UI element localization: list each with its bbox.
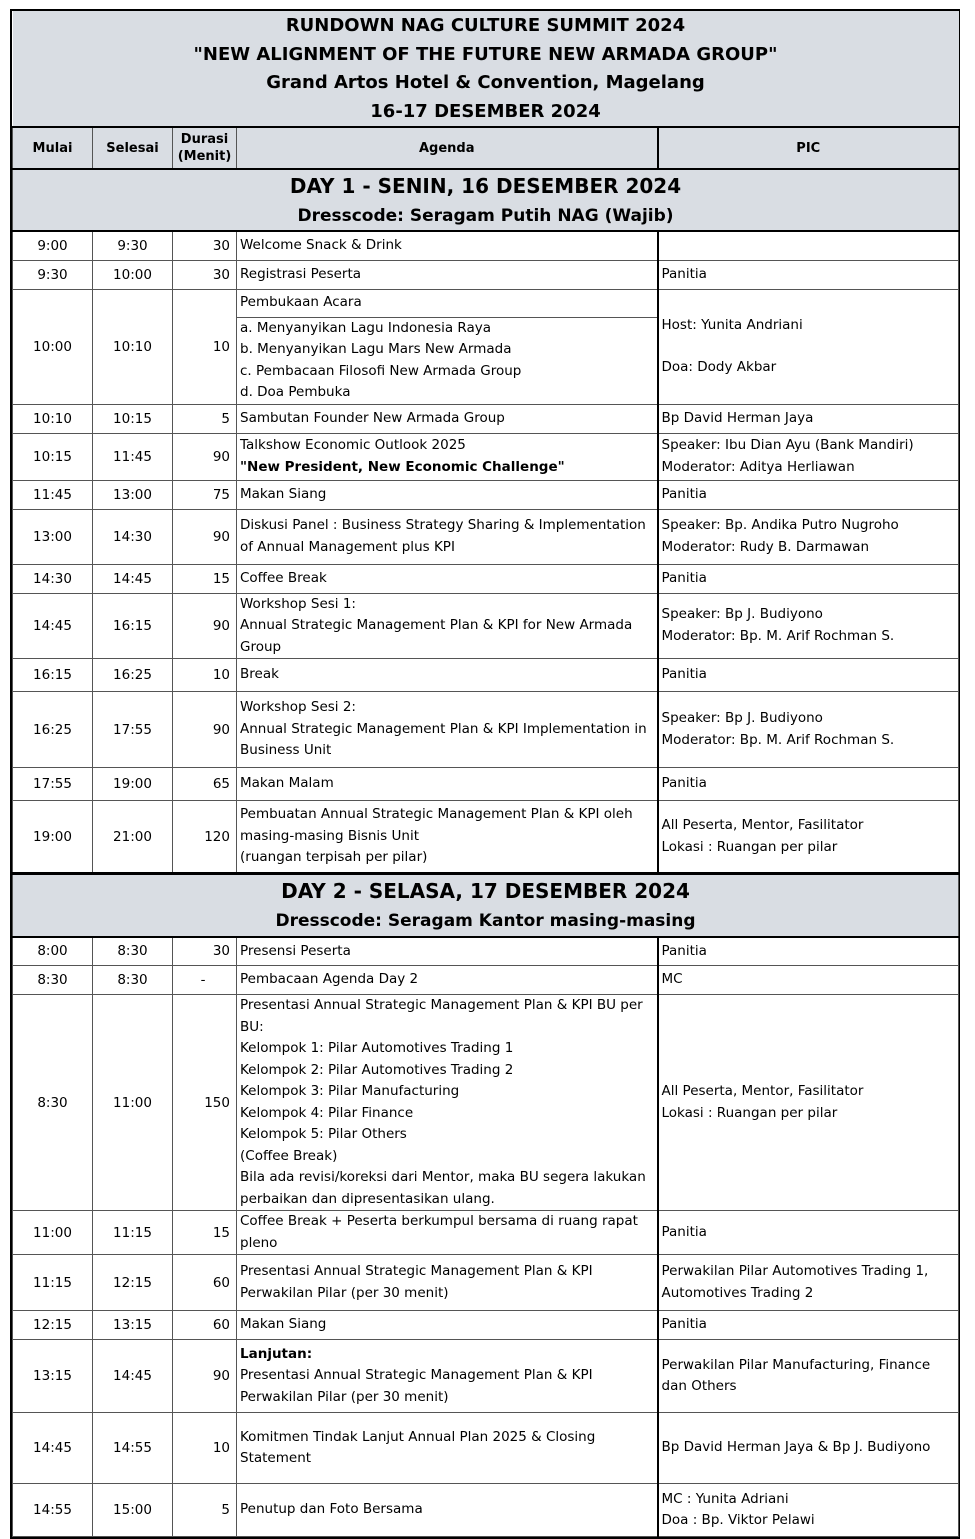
cell-pic: Bp David Herman Jaya & Bp J. Budiyono	[658, 1413, 959, 1484]
cell-mulai: 10:00	[13, 289, 93, 404]
pic-location: Lokasi : Ruangan per pilar	[661, 838, 838, 855]
cell-agenda	[237, 692, 658, 768]
cell-durasi: 10	[173, 289, 237, 404]
event-theme: "NEW ALIGNMENT OF THE FUTURE NEW ARMADA GROUP"	[193, 43, 778, 65]
agenda-line: Talkshow Economic Outlook 2025	[240, 437, 466, 453]
agenda-line: Kelompok 3: Pilar Manufacturing	[240, 1083, 460, 1099]
column-header-row	[13, 127, 959, 169]
cell-durasi: 90	[173, 509, 237, 564]
day2-dresscode: Dresscode: Seragam Kantor masing-masing	[275, 910, 696, 931]
agenda-line: Statement	[240, 1450, 312, 1466]
agenda-item: d. Doa Pembuka	[240, 384, 351, 400]
cell-durasi: 90	[173, 593, 237, 659]
cell-durasi: 60	[173, 1311, 237, 1340]
col-selesai: Selesai	[93, 127, 173, 169]
cell-mulai: 8:30	[13, 966, 93, 995]
cell-durasi: 5	[173, 404, 237, 433]
cell-mulai: 10:10	[13, 404, 93, 433]
cell-mulai: 14:45	[13, 593, 93, 659]
day1-title: DAY 1 - SENIN, 16 DESEMBER 2024	[289, 173, 682, 198]
cell-durasi: 120	[173, 801, 237, 874]
agenda-line: Business Unit	[240, 742, 332, 759]
cell-agenda	[237, 1340, 658, 1413]
cell-pic	[658, 1340, 959, 1413]
cell-mulai: 16:25	[13, 692, 93, 768]
cell-mulai: 11:15	[13, 1255, 93, 1311]
table-row	[13, 231, 959, 260]
cell-selesai: 14:45	[93, 1340, 173, 1413]
cell-selesai: 11:45	[93, 433, 173, 480]
agenda-item: b. Menyanyikan Lagu Mars New Armada	[240, 341, 512, 357]
cell-pic	[658, 692, 959, 768]
cell-selesai: 14:30	[93, 509, 173, 564]
table-row	[13, 480, 959, 509]
cell-selesai: 13:00	[93, 480, 173, 509]
table-row	[13, 260, 959, 289]
agenda-line: Annual Strategic Management Plan & KPI Implementation in	[240, 720, 647, 737]
pic-moderator: Moderator: Bp. M. Arif Rochman S.	[661, 731, 895, 748]
table-row	[13, 659, 959, 692]
table-row	[13, 564, 959, 593]
cell-durasi: 15	[173, 564, 237, 593]
day1-dresscode: Dresscode: Seragam Putih NAG (Wajib)	[297, 205, 674, 226]
agenda-line: Presentasi Annual Strategic Management Plan & KPI	[240, 1367, 593, 1384]
agenda-subtitle: "New President, New Economic Challenge"	[240, 458, 565, 475]
pic-speaker: Speaker: Ibu Dian Ayu (Bank Mandiri)	[661, 437, 914, 453]
cell-durasi: 90	[173, 433, 237, 480]
cell-pic: Panitia	[658, 937, 959, 966]
agenda-line: Coffee Break + Peserta berkumpul bersama di ruang rapat	[240, 1213, 638, 1229]
cell-durasi: 30	[173, 260, 237, 289]
cell-mulai: 17:55	[13, 768, 93, 801]
cell-agenda: Coffee Break	[237, 564, 658, 593]
pic-moderator: Moderator: Bp. M. Arif Rochman S.	[661, 627, 895, 644]
table-row	[13, 692, 959, 768]
col-durasi-label: Durasi	[180, 132, 229, 147]
agenda-line: Komitmen Tindak Lanjut Annual Plan 2025 & Closing	[240, 1428, 596, 1445]
cell-selesai: 14:45	[93, 564, 173, 593]
table-row	[13, 509, 959, 564]
cell-mulai: 16:15	[13, 659, 93, 692]
cell-agenda: Makan Siang	[237, 1311, 658, 1340]
day2-header	[13, 874, 959, 937]
cell-pic	[658, 801, 959, 874]
cell-durasi: 65	[173, 768, 237, 801]
cell-mulai: 14:30	[13, 564, 93, 593]
pic-speaker: Speaker: Bp J. Budiyono	[661, 606, 823, 623]
cell-agenda: Presensi Peserta	[237, 937, 658, 966]
pic-location: Lokasi : Ruangan per pilar	[661, 1104, 838, 1121]
event-venue: Grand Artos Hotel & Convention, Magelang	[266, 72, 705, 93]
cell-durasi: 90	[173, 692, 237, 768]
cell-agenda	[237, 509, 658, 564]
cell-selesai: 13:15	[93, 1311, 173, 1340]
cell-selesai: 15:00	[93, 1484, 173, 1537]
table-row	[13, 433, 959, 480]
cell-durasi: 30	[173, 231, 237, 260]
table-row	[13, 966, 959, 995]
agenda-line: (ruangan terpisah per pilar)	[240, 849, 428, 866]
cell-selesai: 10:10	[93, 289, 173, 404]
agenda-line: Presentasi Annual Strategic Management Plan & KPI	[240, 1263, 593, 1279]
table-row	[13, 289, 959, 317]
pic-line: All Peserta, Mentor, Fasilitator	[661, 1083, 864, 1099]
cell-pic	[658, 995, 959, 1211]
cell-pic	[658, 593, 959, 659]
cell-pic: MC	[658, 966, 959, 995]
agenda-line: (Coffee Break)	[240, 1147, 338, 1164]
table-row	[13, 937, 959, 966]
cell-agenda	[237, 801, 658, 874]
agenda-line: Kelompok 4: Pilar Finance	[240, 1104, 414, 1121]
agenda-line: Perwakilan Pilar (per 30 menit)	[240, 1284, 449, 1301]
cell-agenda	[237, 1211, 658, 1255]
table-row	[13, 1255, 959, 1311]
cell-selesai: 8:30	[93, 937, 173, 966]
cell-mulai: 8:30	[13, 995, 93, 1211]
cell-mulai: 19:00	[13, 801, 93, 874]
agenda-line: Presentasi Annual Strategic Management Plan & KPI BU per	[240, 997, 643, 1013]
cell-agenda	[237, 1413, 658, 1484]
cell-pic	[658, 231, 959, 260]
agenda-item: c. Pembacaan Filosofi New Armada Group	[240, 362, 522, 379]
cell-selesai: 11:00	[93, 995, 173, 1211]
cell-durasi: 15	[173, 1211, 237, 1255]
cell-agenda	[237, 593, 658, 659]
cell-durasi: 75	[173, 480, 237, 509]
cell-pic: Panitia	[658, 480, 959, 509]
cell-agenda: Pembukaan Acara	[237, 289, 658, 317]
cell-selesai: 9:30	[93, 231, 173, 260]
pic-line: Perwakilan Pilar Automotives Trading 1,	[661, 1263, 929, 1279]
pic-line: dan Others	[661, 1378, 737, 1394]
agenda-item: a. Menyanyikan Lagu Indonesia Raya	[240, 319, 492, 336]
day1-header	[13, 169, 959, 231]
pic-line: Automotives Trading 2	[661, 1284, 814, 1301]
agenda-line: perbaikan dan dipresentasikan ulang.	[240, 1190, 495, 1207]
col-pic: PIC	[658, 127, 959, 169]
title-block	[13, 11, 959, 127]
agenda-line: Kelompok 2: Pilar Automotives Trading 2	[240, 1061, 514, 1078]
cell-agenda: Penutup dan Foto Bersama	[237, 1484, 658, 1537]
pic-doa: Doa : Bp. Viktor Pelawi	[661, 1512, 815, 1528]
table-row	[13, 1311, 959, 1340]
table-row	[13, 1211, 959, 1255]
agenda-line: Workshop Sesi 1:	[240, 595, 356, 612]
cell-agenda	[237, 433, 658, 480]
cell-pic: Panitia	[658, 1211, 959, 1255]
cell-durasi: 30	[173, 937, 237, 966]
agenda-line: of Annual Management plus KPI	[240, 538, 455, 555]
cell-selesai: 16:25	[93, 659, 173, 692]
cell-selesai: 11:15	[93, 1211, 173, 1255]
rundown-sheet	[10, 9, 960, 1539]
col-mulai: Mulai	[13, 127, 93, 169]
cell-mulai: 14:55	[13, 1484, 93, 1537]
cell-durasi: 150	[173, 995, 237, 1211]
cell-mulai: 9:30	[13, 260, 93, 289]
agenda-line: Perwakilan Pilar (per 30 menit)	[240, 1388, 449, 1405]
cell-agenda: Makan Siang	[237, 480, 658, 509]
cell-agenda: Makan Malam	[237, 768, 658, 801]
cell-mulai: 8:00	[13, 937, 93, 966]
agenda-line: Group	[240, 638, 282, 655]
cell-pic	[658, 289, 959, 404]
cell-pic: Panitia	[658, 1311, 959, 1340]
cell-selesai: 21:00	[93, 801, 173, 874]
cell-agenda-items	[237, 317, 658, 404]
cell-mulai: 12:15	[13, 1311, 93, 1340]
agenda-line: Diskusi Panel : Business Strategy Sharing & Implementation	[240, 517, 646, 533]
agenda-line: pleno	[240, 1234, 278, 1251]
agenda-line: masing-masing Bisnis Unit	[240, 827, 419, 844]
agenda-line: Kelompok 5: Pilar Others	[240, 1126, 407, 1142]
pic-speaker: Speaker: Bp. Andika Putro Nugroho	[661, 517, 899, 533]
table-row	[13, 995, 959, 1211]
cell-agenda	[237, 995, 658, 1211]
cell-durasi: 10	[173, 1413, 237, 1484]
cell-durasi: 90	[173, 1340, 237, 1413]
cell-mulai: 11:45	[13, 480, 93, 509]
cell-durasi: 60	[173, 1255, 237, 1311]
pic-line: All Peserta, Mentor, Fasilitator	[661, 817, 864, 833]
cell-pic	[658, 1255, 959, 1311]
pic-line: Perwakilan Pilar Manufacturing, Finance	[661, 1356, 931, 1373]
table-row	[13, 404, 959, 433]
agenda-line: Pembuatan Annual Strategic Management Plan & KPI oleh	[240, 806, 633, 823]
table-row	[13, 801, 959, 874]
cell-pic: Bp David Herman Jaya	[658, 404, 959, 433]
agenda-continuation: Lanjutan:	[240, 1345, 313, 1362]
cell-selesai: 16:15	[93, 593, 173, 659]
table-row	[13, 1413, 959, 1484]
cell-mulai: 13:15	[13, 1340, 93, 1413]
cell-durasi: 5	[173, 1484, 237, 1537]
cell-pic: Panitia	[658, 260, 959, 289]
pic-mc: MC : Yunita Adriani	[661, 1490, 789, 1507]
cell-agenda	[237, 1255, 658, 1311]
cell-agenda: Registrasi Peserta	[237, 260, 658, 289]
cell-mulai: 11:00	[13, 1211, 93, 1255]
table-row	[13, 1484, 959, 1537]
pic-moderator: Moderator: Aditya Herliawan	[661, 458, 855, 475]
cell-pic: Panitia	[658, 659, 959, 692]
agenda-line: Annual Strategic Management Plan & KPI for New Armada	[240, 617, 633, 633]
cell-durasi: -	[173, 966, 237, 995]
pic-host: Host: Yunita Andriani	[661, 316, 803, 333]
cell-agenda: Pembacaan Agenda Day 2	[237, 966, 658, 995]
day2-title: DAY 2 - SELASA, 17 DESEMBER 2024	[281, 878, 690, 903]
cell-agenda: Sambutan Founder New Armada Group	[237, 404, 658, 433]
col-durasi-unit: (Menit)	[177, 149, 232, 164]
cell-selesai: 8:30	[93, 966, 173, 995]
pic-moderator: Moderator: Rudy B. Darmawan	[661, 538, 870, 555]
cell-selesai: 10:00	[93, 260, 173, 289]
table-row	[13, 1340, 959, 1413]
pic-doa: Doa: Dody Akbar	[661, 359, 777, 375]
cell-pic	[658, 433, 959, 480]
cell-mulai: 10:15	[13, 433, 93, 480]
agenda-line: BU:	[240, 1018, 264, 1035]
cell-durasi: 10	[173, 659, 237, 692]
cell-selesai: 17:55	[93, 692, 173, 768]
cell-selesai: 14:55	[93, 1413, 173, 1484]
cell-pic	[658, 509, 959, 564]
cell-selesai: 19:00	[93, 768, 173, 801]
cell-mulai: 13:00	[13, 509, 93, 564]
table-row	[13, 593, 959, 659]
col-durasi	[173, 127, 237, 169]
event-dates: 16-17 DESEMBER 2024	[370, 100, 601, 122]
agenda-line: Kelompok 1: Pilar Automotives Trading 1	[240, 1040, 514, 1056]
cell-pic	[658, 1484, 959, 1537]
agenda-line: Bila ada revisi/koreksi dari Mentor, maka BU segera lakukan	[240, 1169, 646, 1185]
cell-selesai: 10:15	[93, 404, 173, 433]
cell-mulai: 9:00	[13, 231, 93, 260]
cell-agenda: Welcome Snack & Drink	[237, 231, 658, 260]
cell-agenda: Break	[237, 659, 658, 692]
rundown-table	[12, 11, 959, 1537]
cell-pic: Panitia	[658, 768, 959, 801]
pic-speaker: Speaker: Bp J. Budiyono	[661, 710, 823, 726]
cell-pic: Panitia	[658, 564, 959, 593]
cell-selesai: 12:15	[93, 1255, 173, 1311]
agenda-line: Workshop Sesi 2:	[240, 699, 356, 716]
event-title: RUNDOWN NAG CULTURE SUMMIT 2024	[285, 15, 686, 36]
table-row	[13, 768, 959, 801]
col-agenda: Agenda	[237, 127, 658, 169]
cell-mulai: 14:45	[13, 1413, 93, 1484]
